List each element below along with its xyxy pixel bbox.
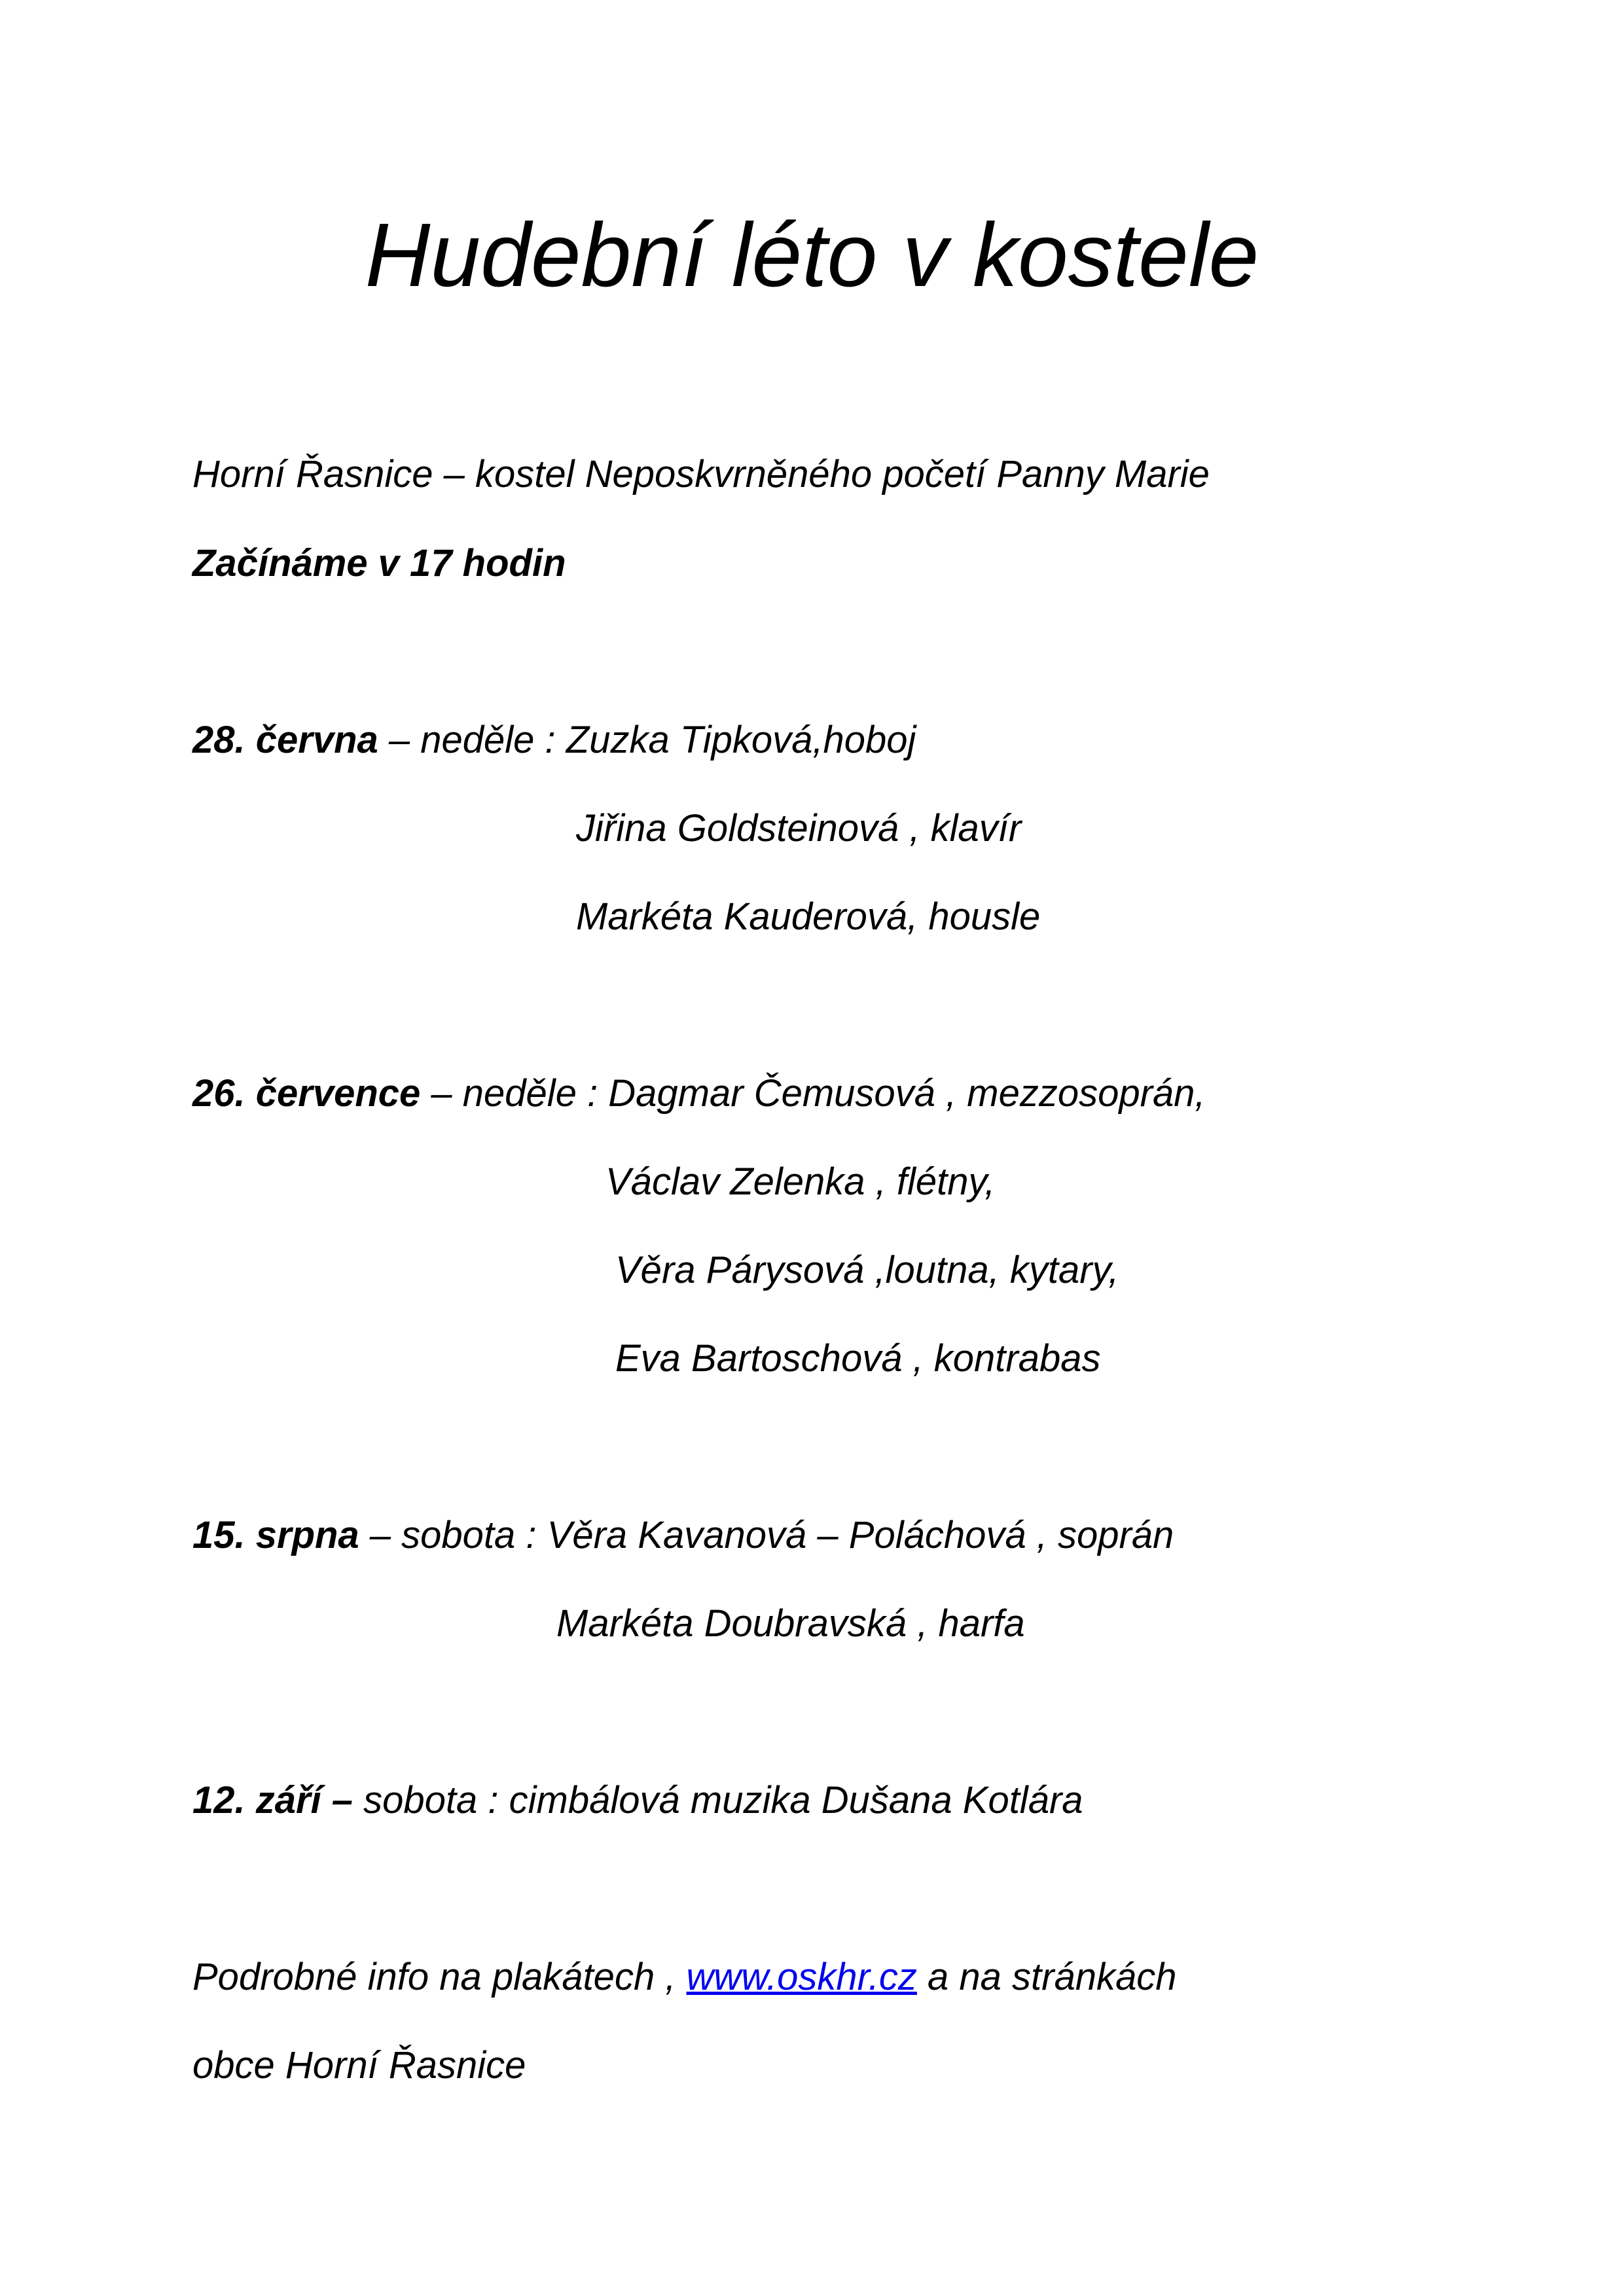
- footer-line-2: obce Horní Řasnice: [192, 2044, 526, 2087]
- location-text: Horní Řasnice – kostel Neposkvrněného početí Panny Marie: [192, 453, 1210, 495]
- concert-2-performer-4: Eva Bartoschová , kontrabas: [615, 1337, 1101, 1380]
- start-time-text: Začínáme v 17 hodin: [192, 542, 566, 584]
- concert-4-line: [192, 1778, 1083, 1823]
- concert-3-day: – sobota :: [359, 1514, 547, 1556]
- concert-3-date: 15. srpna: [192, 1514, 359, 1556]
- concert-3-performer-2: Markéta Doubravská , harfa: [556, 1602, 1025, 1645]
- website-link[interactable]: www.oskhr.cz: [686, 1956, 917, 1998]
- concert-3-performer-1: Věra Kavanová – Poláchová , soprán: [547, 1514, 1174, 1556]
- concert-1-day: – neděle :: [378, 719, 566, 761]
- concert-1-performer-1: Zuzka Tipková,hoboj: [566, 719, 916, 761]
- concert-1-performer-2: Jiřina Goldsteinová , klavír: [576, 807, 1022, 850]
- concert-3-line: [192, 1513, 1174, 1558]
- concert-2-date: 26. července: [192, 1072, 421, 1115]
- concert-2-performer-1: Dagmar Čemusová , mezzosoprán,: [608, 1072, 1206, 1115]
- concert-4-day: sobota :: [353, 1779, 509, 1821]
- concert-4-date: 12. září –: [192, 1779, 353, 1821]
- concert-2-day: – neděle :: [420, 1072, 609, 1115]
- concert-2-performer-3: Věra Párysová ,loutna, kytary,: [615, 1249, 1119, 1291]
- concert-1-line: [192, 717, 916, 763]
- footer-suffix: a na stránkách: [916, 1956, 1177, 1998]
- footer-line-1: [192, 1954, 1177, 2000]
- concert-1-date: 28. června: [192, 719, 378, 761]
- page-title: Hudební léto v kostele: [365, 205, 1259, 306]
- concert-2-performer-2: Václav Zelenka , flétny,: [605, 1160, 996, 1203]
- concert-1-performer-3: Markéta Kauderová, housle: [576, 895, 1041, 938]
- concert-2-line: [192, 1071, 1206, 1117]
- concert-4-performer-1: cimbálová muzika Dušana Kotlára: [509, 1779, 1083, 1821]
- footer-prefix: Podrobné info na plakátech ,: [192, 1956, 687, 1998]
